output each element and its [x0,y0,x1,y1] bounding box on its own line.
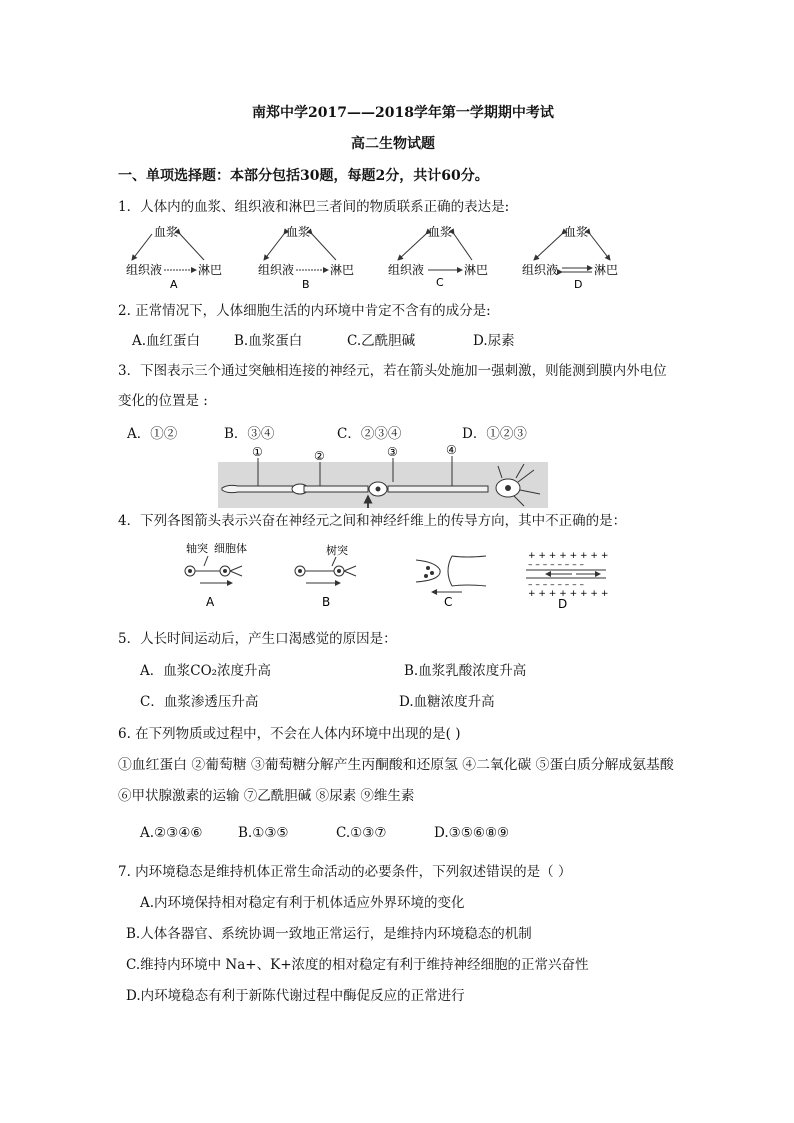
lymph-label: 淋巴 [330,263,355,277]
plus-signs-lower: + + + + + + + + [528,589,609,599]
q5-stem: 5．人长时间运动后，产生口渴感觉的原因是： [118,631,397,647]
q1-diagram-d [522,224,618,291]
q6-option-c: C.①③⑦ [336,825,387,841]
q7-option-d: D.内环境稳态有利于新陈代谢过程中酶促反应的正常进行 [126,988,465,1004]
plus-signs: + + + + + + + + [528,551,609,561]
plasma-label: 血浆 [428,225,453,239]
q3-option-a: A．①② [127,426,178,442]
q6-option-d: D.③⑤⑥⑧⑨ [434,825,510,841]
tissue-fluid-label: 组织液 [258,263,295,277]
minus-signs: – – – – – – – – [528,560,585,570]
q2-option-b: B.血浆蛋白 [234,333,303,349]
q1-diagrams [118,222,638,292]
neuron-2-axon [304,486,368,492]
axon-label: 轴突 [186,542,208,555]
marker-4: ④ [446,443,457,457]
plasma-label: 血浆 [154,225,179,239]
q3-option-c: C．②③④ [337,426,402,442]
lymph-label: 淋巴 [594,263,619,277]
diagram-letter: B [302,278,310,291]
q1-stem: 1．人体内的血浆、组织液和淋巴三者间的物质联系正确的表达是: [118,199,510,215]
tissue-fluid-label: 组织液 [126,263,163,277]
q2-option-d: D.尿素 [473,333,515,349]
q2-option-a: A.血红蛋白 [132,333,201,349]
q3-stem-line2: 变化的位置是 : [118,393,208,409]
q1-diagram-c [388,224,488,289]
q5-option-d: D.血糖浓度升高 [399,694,495,710]
q3-neuron-figure [218,442,548,508]
q4-stem: 4．下列各图箭头表示兴奋在神经元之间和神经纤维上的传导方向，其中不正确的是： [118,513,627,529]
marker-3: ③ [387,445,398,459]
cell-body-label: 细胞体 [214,542,247,555]
q6-items-line1: ①血红蛋白 ②葡萄糖 ③葡萄糖分解产生丙酮酸和还原氢 ④二氧化碳 ⑤蛋白质分解成氨基酸 [118,757,674,773]
q7-option-a: A.内环境保持相对稳定有利于机体适应外界环境的变化 [140,895,465,911]
lymph-label: 淋巴 [464,263,489,277]
q4-figure-a [185,541,247,609]
q4-figures [180,540,610,614]
exam-subtitle: 高二生物试题 [351,136,435,152]
neuron-3-axon [388,486,488,492]
q1-diagram-a [126,224,222,291]
q3-stem-line1: 3．下图表示三个通过突触相连接的神经元，若在箭头处施加一强刺激，则能测到膜内外电位 [118,363,667,379]
figure-letter: D [558,597,568,611]
figure-letter: B [322,595,331,609]
q6-stem: 6. 在下列物质或过程中，不会在人体内环境中出现的是( ) [118,726,461,742]
q4-figure-d [526,551,608,611]
q5-option-b: B.血浆乳酸浓度升高 [404,663,527,679]
q6-items-line2: ⑥甲状腺激素的运输 ⑦乙酰胆碱 ⑧尿素 ⑨维生素 [118,788,415,804]
figure-letter: A [206,595,215,609]
q7-stem: 7. 内环境稳态是维持机体正常生命活动的必要条件，下列叙述错误的是（ ） [118,864,572,880]
q7-option-c: C.维持内环境中 Na+、K+浓度的相对稳定有利于维持神经细胞的正常兴奋性 [126,957,589,973]
q4-figure-c [416,556,486,609]
marker-2: ② [314,449,325,463]
plasma-label: 血浆 [564,225,589,239]
exam-title: 南郑中学2017——2018学年第一学期期中考试 [252,105,554,121]
plasma-label: 血浆 [286,225,311,239]
q5-option-c: C．血浆渗透压升高 [140,694,259,710]
tissue-fluid-label: 组织液 [522,263,559,277]
tissue-fluid-label: 组织液 [388,263,425,277]
figure-letter: C [444,595,453,609]
q3-option-b: B．③④ [224,426,275,442]
neuron-1-axon [222,485,298,492]
q2-stem: 2. 正常情况下，人体细胞生活的内环境中肯定不含有的成分是: [118,303,491,319]
dendrite-label: 树突 [326,544,348,557]
diagram-letter: D [574,278,583,291]
q5-option-a: A．血浆CO₂浓度升高 [140,663,272,679]
q1-diagram-b [258,224,354,291]
section-heading: 一、单项选择题：本部分包括30题，每题2分，共计60分。 [118,168,489,184]
q3-option-d: D．①②③ [462,426,527,442]
q7-option-b: B.人体各器官、系统协调一致地正常运行，是维持内环境稳态的机制 [126,926,532,942]
q2-option-c: C.乙酰胆碱 [347,333,416,349]
q6-option-b: B.①③⑤ [238,825,289,841]
q4-figure-b [295,543,356,609]
diagram-letter: C [436,276,444,289]
lymph-label: 淋巴 [198,263,223,277]
minus-signs-lower: – – – – – – – – [528,580,585,590]
marker-1: ① [252,445,263,459]
q6-option-a: A.②③④⑥ [140,825,203,841]
diagram-letter: A [170,278,178,291]
